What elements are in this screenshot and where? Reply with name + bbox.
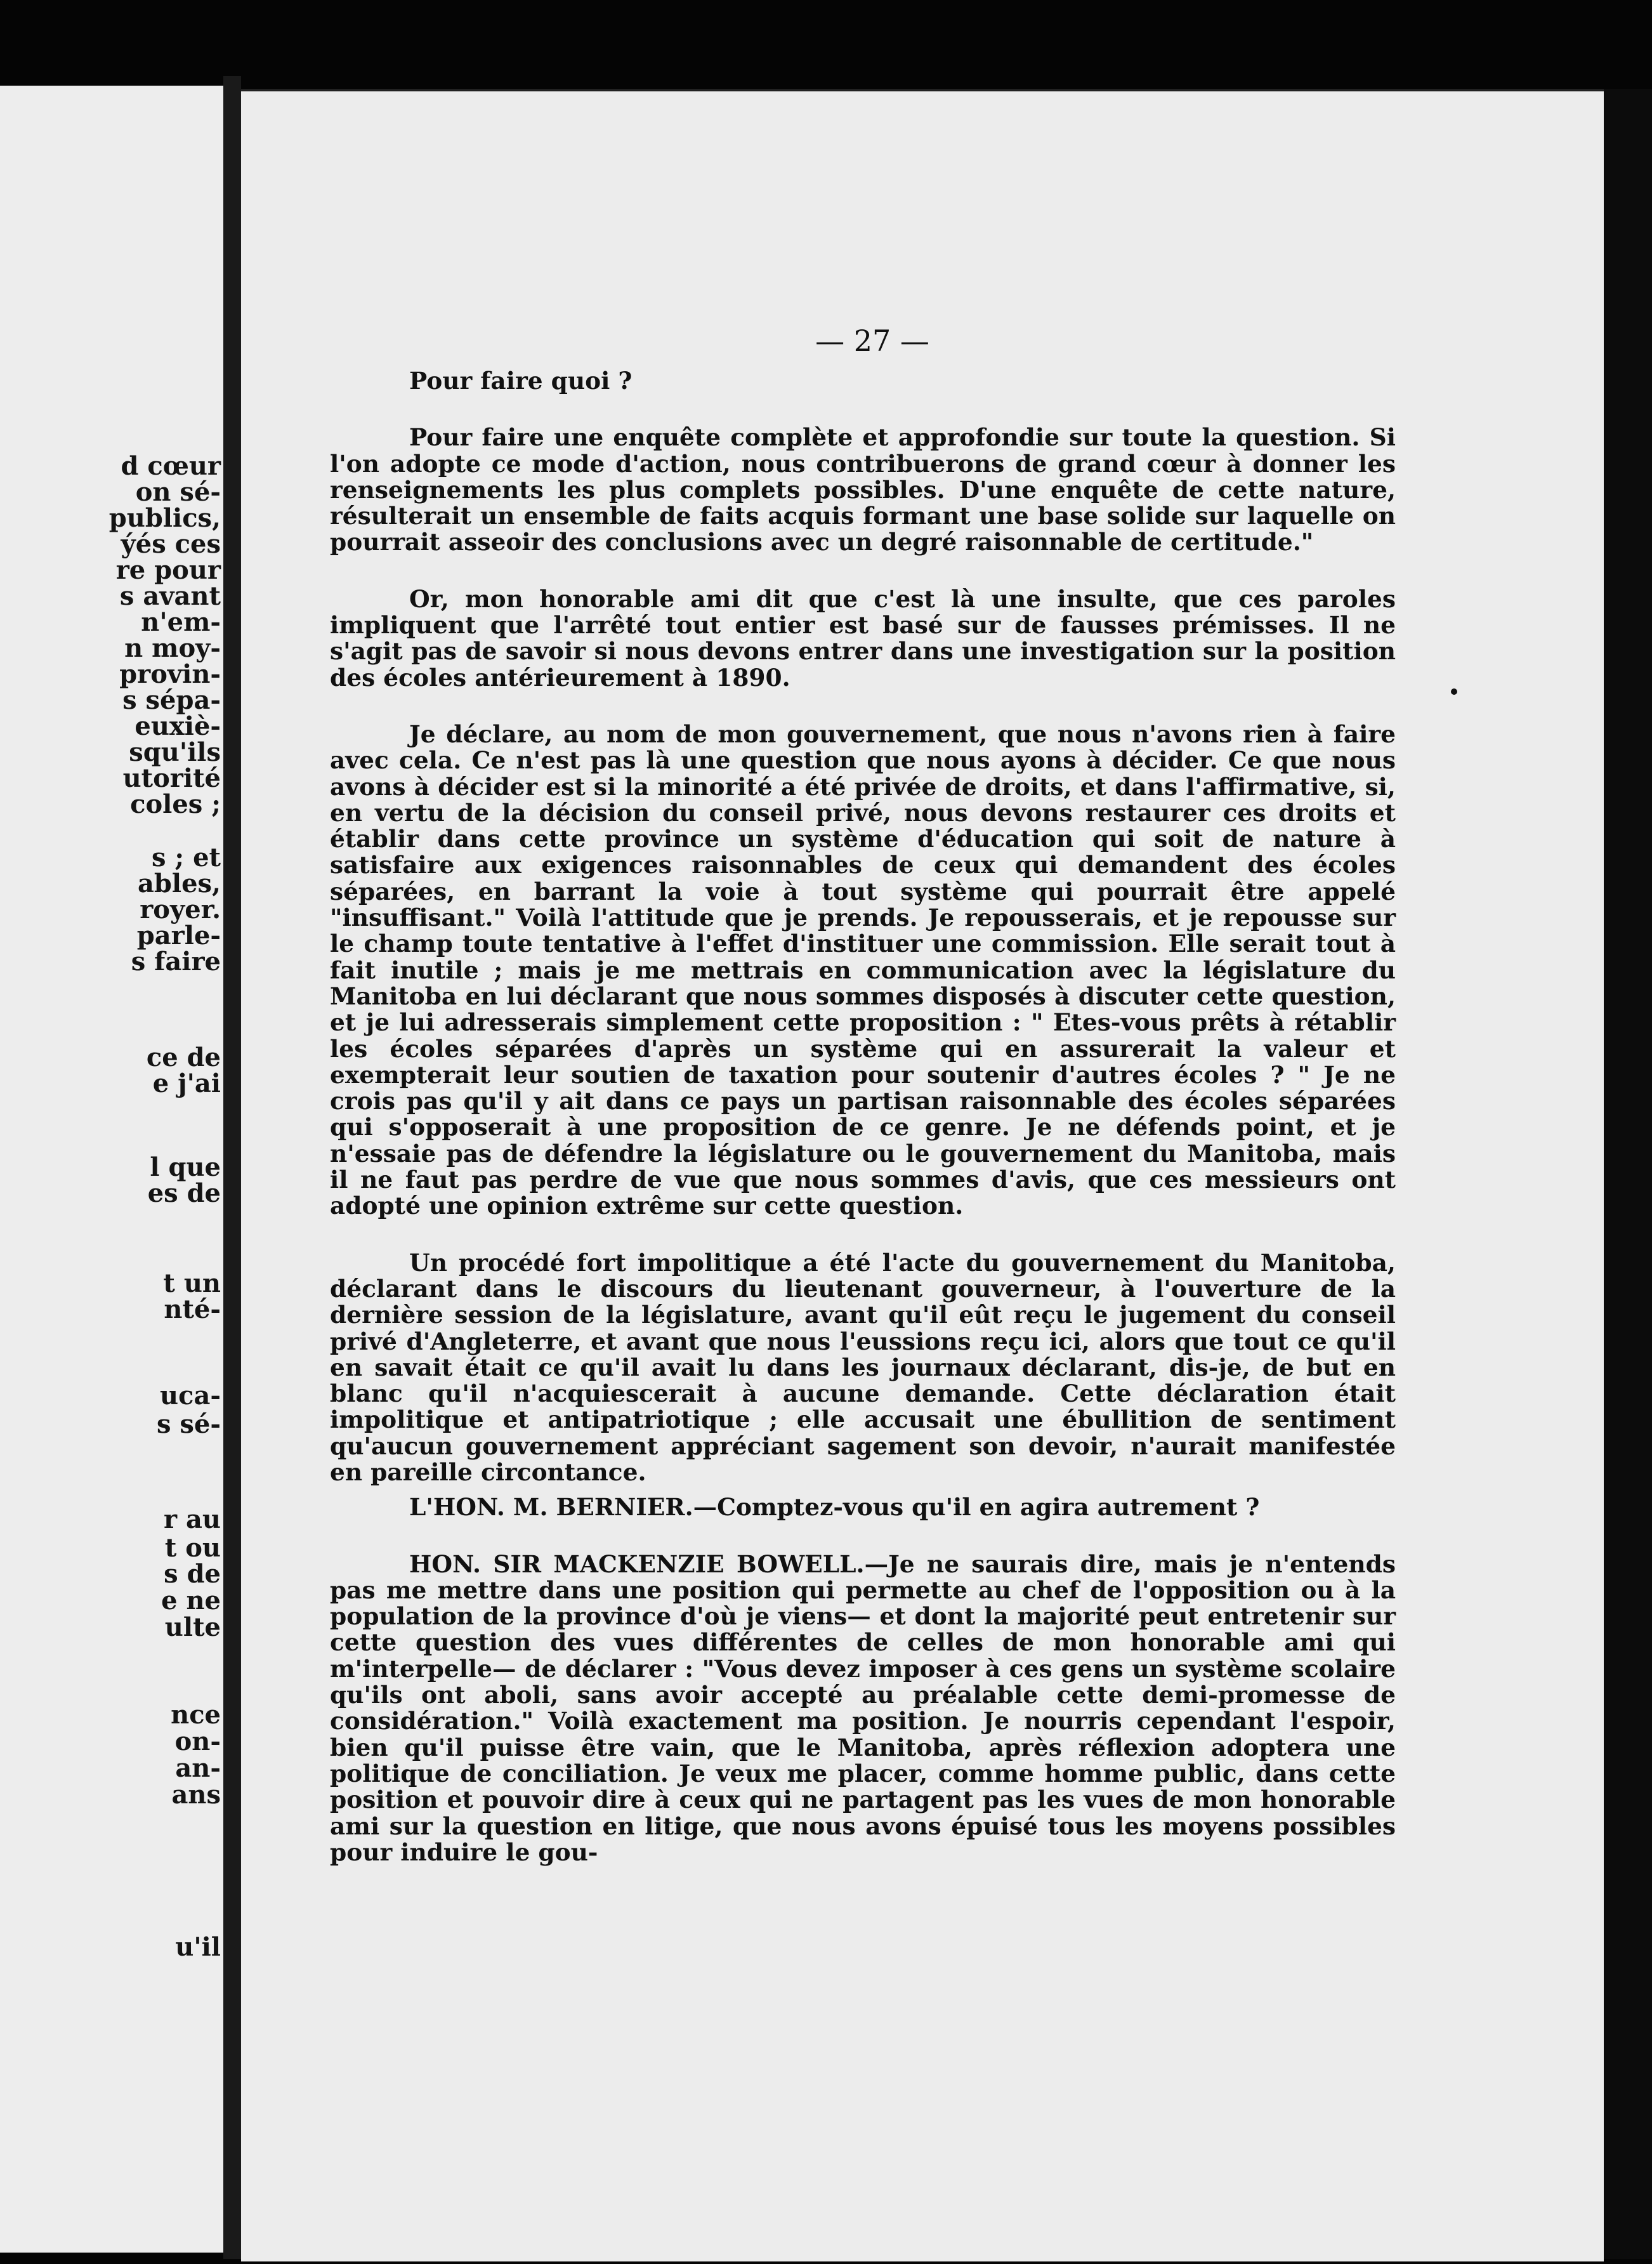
left-page-fragment: uca- — [160, 1381, 221, 1411]
scan-background-edge — [1604, 89, 1652, 2259]
left-page-fragment: s de — [164, 1559, 221, 1589]
left-page-fragment: s sé- — [156, 1409, 221, 1439]
left-page-fragment: royer. — [140, 895, 221, 925]
ink-speck — [1451, 688, 1457, 695]
left-page-fragment: u'il — [175, 1932, 221, 1962]
left-page-fragment: euxiè- — [134, 711, 221, 741]
page-number: — 27 — — [815, 324, 929, 358]
speech-bowell — [330, 1551, 1396, 1866]
left-page-fragment: publics, — [108, 503, 221, 533]
facing-page-left — [0, 86, 227, 2253]
left-page-fragment: e ne — [161, 1586, 221, 1616]
left-page-fragment: an- — [175, 1753, 221, 1783]
left-page-fragment: coles ; — [130, 789, 221, 819]
speaker-name: HON. SIR MACKENZIE BOWELL. — [409, 1550, 865, 1578]
paragraph: Pour faire quoi ? — [409, 367, 633, 395]
paragraph: Un procédé fort impolitique a été l'acte du gouvernement du Manitoba, déclarant dans le discours du lieutenant gouverneur, à l'ouverture de la dernière session de la législature, avant qu'il eût reçu le jugement du conseil privé d'Angleterre, et avant que nous l'eussions reçu ici, alors que tout ce qu'il en savait était ce qu'il avait lu dans les journaux déclarant, dis-je, de but en blanc qu'il n'acquiescerait à aucune demande. Cette déclaration était impolitique et antipatriotique ; elle accusait une ébullition de sentiment qu'aucun gouvernement appréciant sagement son devoir, n'aurait manifestée en pareille circontance. — [330, 1248, 1396, 1486]
left-page-fragment: s avant — [119, 581, 221, 611]
speech-text: —Je ne saurais dire, mais je n'entends pas me mettre dans une position qui permette au chef de l'opposition ou à la population de la province d'où je viens— et dont la majorité peut entretenir sur cette question des vues différentes de celles de mon honorable ami qui m'interpelle— de déclarer : "Vous devez imposer à ces gens un système scolaire qu'ils ont aboli, sans avoir accepté au préalable cette demi-promesse de considération." Voilà exactement ma position. Je nourris cependant l'espoir, bien qu'il puisse être vain, que le Manitoba, après réflexion adoptera une politique de conciliation. Je veux me placer, comme homme public, dans cette position et pouvoir dire à ceux qui ne partagent pas les vues de mon honorable ami sur la question en litige, que nous avons épuisé tous les moyens possibles pour induire le gou- — [330, 1550, 1396, 1866]
left-page-fragment: t un — [163, 1268, 221, 1298]
left-page-fragment: n moy- — [124, 633, 221, 663]
left-page-fragment: n'em- — [141, 607, 221, 637]
left-page-fragment: e j'ai — [152, 1069, 221, 1098]
paragraph: Je déclare, au nom de mon gouvernement, que nous n'avons rien à faire avec cela. Ce n'est pas là une question que nous ayons à décider. Ce que nous avons à décider est si la minorité a été privée de droits, et dans l'affirmative, si, en vertu de la décision du conseil privé, nous devons restaurer ces droits et établir dans cette province un système d'éducation qui soit de nature à satisfaire aux exigences raisonnables de ceux qui demandent des écoles séparées, en barrant la voie à tout système qui pourrait être appelé "insuffisant." Voilà l'attitude que je prends. Je repousserais, et je repousse sur le champ toute tentative à l'effet d'instituer une commission. Elle serait tout à fait inutile ; mais je me mettrais en communication avec la législature du Manitoba en lui déclarant que nous sommes disposés à discuter cette question, et je lui adresserais simplement cette proposition : " Etes-vous prêts à rétablir les écoles séparées d'après un système qui en assurerait la valeur et exempterait leur soutien de taxation pour soutenir d'autres écoles ? " Je ne crois pas qu'il y ait dans ce pays un partisan raisonnable des écoles séparées qui s'opposerait à une proposition de ce genre. Je ne défends point, et je n'essaie pas de défendre la législature ou le gouvernement du Manitoba, mais il ne faut pas perdre de vue que nous sommes d'avis, que ces messieurs ont adopté une opinion extrême sur cette question. — [330, 720, 1396, 1220]
speech-bernier — [330, 1494, 1396, 1520]
left-page-fragment: r au — [164, 1504, 221, 1534]
paragraph: Pour faire une enquête complète et approfondie sur toute la question. Si l'on adopte ce mode d'action, nous contribuerons de grand cœur à donner les renseignements les plus complets possibles. D'une enquête de cette nature, résulterait un ensemble de faits acquis formant une base solide sur laquelle on pourrait asseoir des conclusions avec un degré raisonnable de certitude." — [330, 423, 1396, 556]
left-page-fragment: l que — [150, 1152, 221, 1182]
speech-text: —Comptez-vous qu'il en agira autrement ? — [693, 1493, 1260, 1522]
left-page-fragment: s ; et — [151, 843, 221, 872]
left-page-fragment: ulte — [164, 1612, 221, 1642]
left-page-fragment: provin- — [119, 659, 221, 689]
left-page-fragment: ans — [171, 1780, 221, 1810]
left-page-fragment: d cœur — [121, 451, 221, 481]
paragraph: Or, mon honorable ami dit que c'est là une insulte, que ces paroles impliquent que l'arrêté tout entier est basé sur de fausses prémisses. Il ne s'agit pas de savoir si nous devons entrer dans une investigation sur la position des écoles antérieurement à 1890. — [330, 584, 1396, 692]
left-page-fragment: utorité — [122, 763, 221, 793]
book-gutter — [223, 76, 241, 2259]
left-page-fragment: nté- — [164, 1294, 221, 1324]
left-page-fragment: ce de — [146, 1043, 221, 1072]
speaker-name: L'HON. M. BERNIER. — [409, 1493, 693, 1522]
left-page-fragment: ýés ces — [121, 529, 221, 559]
left-page-fragment: s sépa- — [122, 685, 221, 715]
left-page-fragment: ables, — [138, 869, 221, 898]
left-page-fragment: on sé- — [135, 477, 221, 507]
left-page-fragment: parle- — [136, 921, 221, 951]
left-page-fragment: nce — [171, 1700, 221, 1730]
left-page-fragment: re pour — [115, 555, 221, 585]
left-page-fragment: s faire — [131, 947, 221, 977]
page-body — [330, 368, 1396, 1866]
left-page-fragment: on- — [174, 1727, 221, 1756]
left-page-fragment: es de — [147, 1178, 221, 1208]
left-page-fragment: t ou — [164, 1533, 221, 1563]
left-page-fragment: squ'ils — [129, 737, 221, 767]
